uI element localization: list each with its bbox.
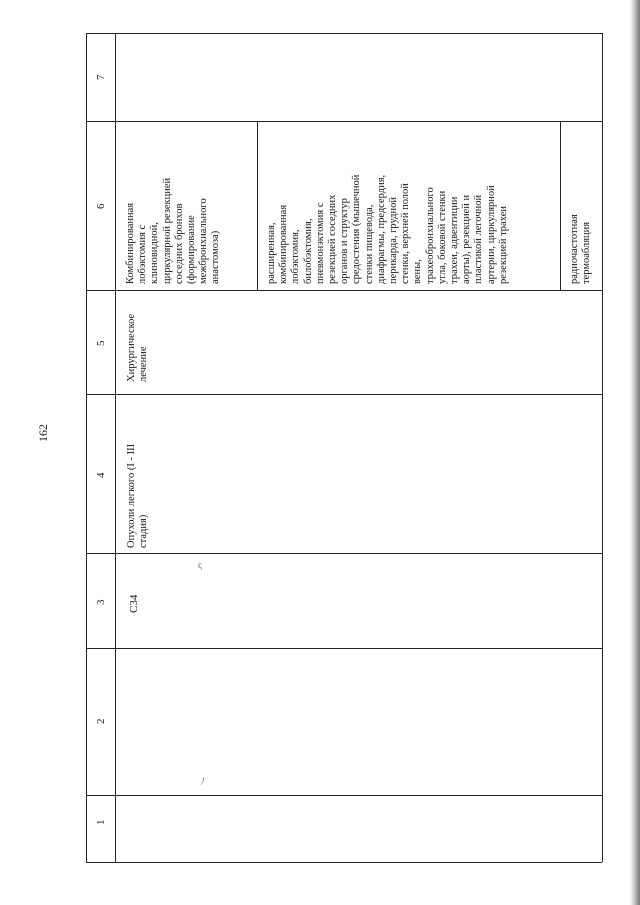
treatment-type-cell: Хирургическое лечение	[126, 313, 150, 382]
table-border-top	[86, 33, 602, 34]
method-divider-1	[257, 121, 258, 290]
method-divider-2	[560, 121, 561, 290]
column-number-4: 4	[95, 472, 107, 478]
diagnosis-cell: Опухоли легкого (I - III стадия)	[126, 443, 150, 548]
column-divider-1-2	[86, 795, 602, 796]
column-divider-5-6	[86, 290, 602, 291]
column-divider-4-5	[86, 394, 602, 395]
scan-shadow-edge	[630, 0, 640, 905]
column-number-2: 2	[95, 718, 107, 724]
column-divider-2-3	[86, 648, 602, 649]
column-divider-3-4	[86, 553, 602, 554]
method-3-cell: радиочастотная термоабляция	[569, 214, 593, 284]
method-2-cell: расширенная, комбинированная лобэктомия, билобэктомия, пневмонэктомия с резекцией соседних органов и структур средостения (мышечной стенки пищевода, диафрагмы, предсердия, перикарда, грудной стенки, верхней полой вены, трахеобронхиального угла, боковой стенки трахеи, адвентиции аорты), резекцией и пластикой легочной артерии, циркулярной резекцией трахеи	[266, 174, 509, 284]
column-number-3: 3	[95, 599, 107, 605]
scan-mark: ﾉ	[200, 777, 205, 788]
table-border-left	[86, 33, 87, 862]
header-row-divider	[115, 33, 116, 862]
scan-mark: ς	[198, 560, 202, 571]
page-number: 162	[36, 424, 50, 442]
method-1-cell: Комбинированная лобэктомия с клиновидной, циркулярной резекцией соседних бронхов (формирование межбронхиального анастомоза)	[125, 177, 222, 284]
table-border-right	[602, 33, 603, 862]
column-number-6: 6	[95, 203, 107, 209]
column-number-1: 1	[95, 819, 107, 825]
column-divider-6-7	[86, 121, 602, 122]
icd-code-cell: C34	[128, 594, 140, 613]
column-number-5: 5	[95, 340, 107, 346]
table-border-bottom	[86, 862, 602, 863]
column-number-7: 7	[95, 74, 107, 80]
